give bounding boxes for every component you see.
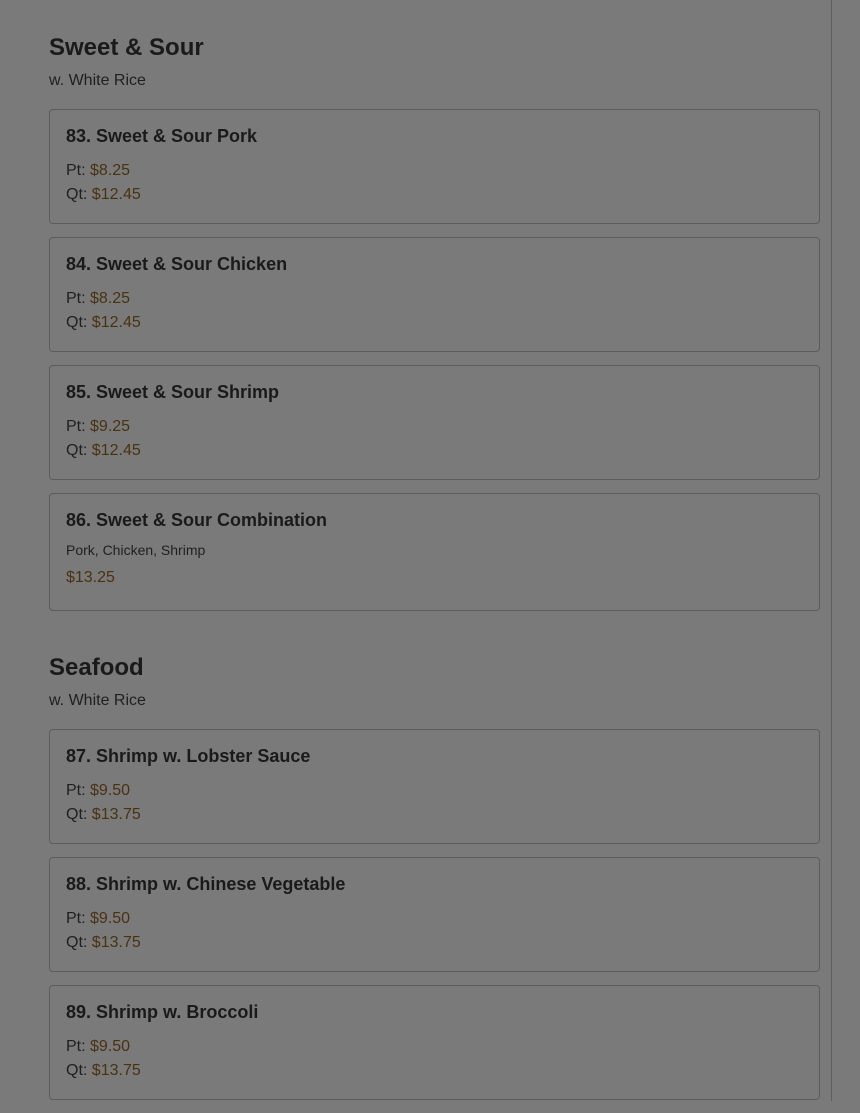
pint-price-line [66, 287, 803, 311]
item-prices [66, 779, 803, 827]
quart-price-line [66, 931, 803, 955]
quart-price-line [66, 803, 803, 827]
item-name: 89. Shrimp w. Broccoli [66, 1002, 259, 1022]
item-prices [66, 159, 803, 207]
pint-price: $9.50 [90, 910, 131, 927]
quart-price: $12.45 [91, 314, 141, 331]
item-prices [66, 1035, 803, 1083]
quart-label: Qt: [66, 314, 88, 331]
quart-price: $12.45 [91, 186, 141, 203]
menu-item-card[interactable] [49, 857, 820, 972]
quart-price: $13.75 [91, 1062, 141, 1079]
quart-price: $12.45 [91, 442, 141, 459]
pint-price: $9.50 [90, 1038, 131, 1055]
item-name: 84. Sweet & Sour Chicken [66, 254, 288, 274]
pint-price: $9.50 [90, 782, 131, 799]
menu-item-card[interactable] [49, 237, 820, 352]
pint-label: Pt: [66, 910, 86, 927]
pint-price: $9.25 [90, 418, 131, 435]
quart-label: Qt: [66, 186, 88, 203]
pint-price-line [66, 907, 803, 931]
menu-item-card[interactable] [49, 493, 820, 611]
pint-price-line [66, 415, 803, 439]
quart-label: Qt: [66, 1062, 88, 1079]
item-name: 85. Sweet & Sour Shrimp [66, 382, 280, 402]
pint-label: Pt: [66, 418, 86, 435]
item-name: 87. Shrimp w. Lobster Sauce [66, 746, 311, 766]
item-name: 86. Sweet & Sour Combination [66, 510, 328, 530]
scrollbar-edge [831, 0, 832, 1101]
item-name: 83. Sweet & Sour Pork [66, 126, 258, 146]
section-subtitle: w. White Rice [49, 692, 146, 709]
pint-label: Pt: [66, 782, 86, 799]
item-prices [66, 287, 803, 335]
section-title: Seafood [49, 654, 144, 681]
item-name: 88. Shrimp w. Chinese Vegetable [66, 874, 346, 894]
menu-item-card[interactable] [49, 109, 820, 224]
quart-price-line [66, 311, 803, 335]
section-subtitle: w. White Rice [49, 72, 146, 89]
menu-item-card[interactable] [49, 729, 820, 844]
quart-price-line [66, 439, 803, 463]
item-prices [66, 415, 803, 463]
menu-item-card[interactable] [49, 365, 820, 480]
quart-price: $13.75 [91, 934, 141, 951]
menu-item-card[interactable] [49, 985, 820, 1100]
menu-content [49, 0, 820, 1113]
pint-price-line [66, 1035, 803, 1059]
quart-price-line [66, 183, 803, 207]
quart-label: Qt: [66, 442, 88, 459]
item-price: $13.25 [66, 569, 115, 586]
quart-price: $13.75 [91, 806, 141, 823]
menu-section-seafood [49, 651, 820, 1100]
item-prices [66, 907, 803, 955]
pint-price-line [66, 159, 803, 183]
menu-items-list [49, 109, 820, 611]
pint-label: Pt: [66, 1038, 86, 1055]
menu-section-sweet-sour [49, 31, 820, 611]
pint-price-line [66, 779, 803, 803]
quart-label: Qt: [66, 934, 88, 951]
menu-items-list [49, 729, 820, 1100]
pint-price: $8.25 [90, 290, 131, 307]
pint-label: Pt: [66, 290, 86, 307]
section-title: Sweet & Sour [49, 34, 204, 61]
pint-price: $8.25 [90, 162, 131, 179]
quart-price-line [66, 1059, 803, 1083]
pint-label: Pt: [66, 162, 86, 179]
quart-label: Qt: [66, 806, 88, 823]
item-description: Pork, Chicken, Shrimp [66, 542, 206, 558]
